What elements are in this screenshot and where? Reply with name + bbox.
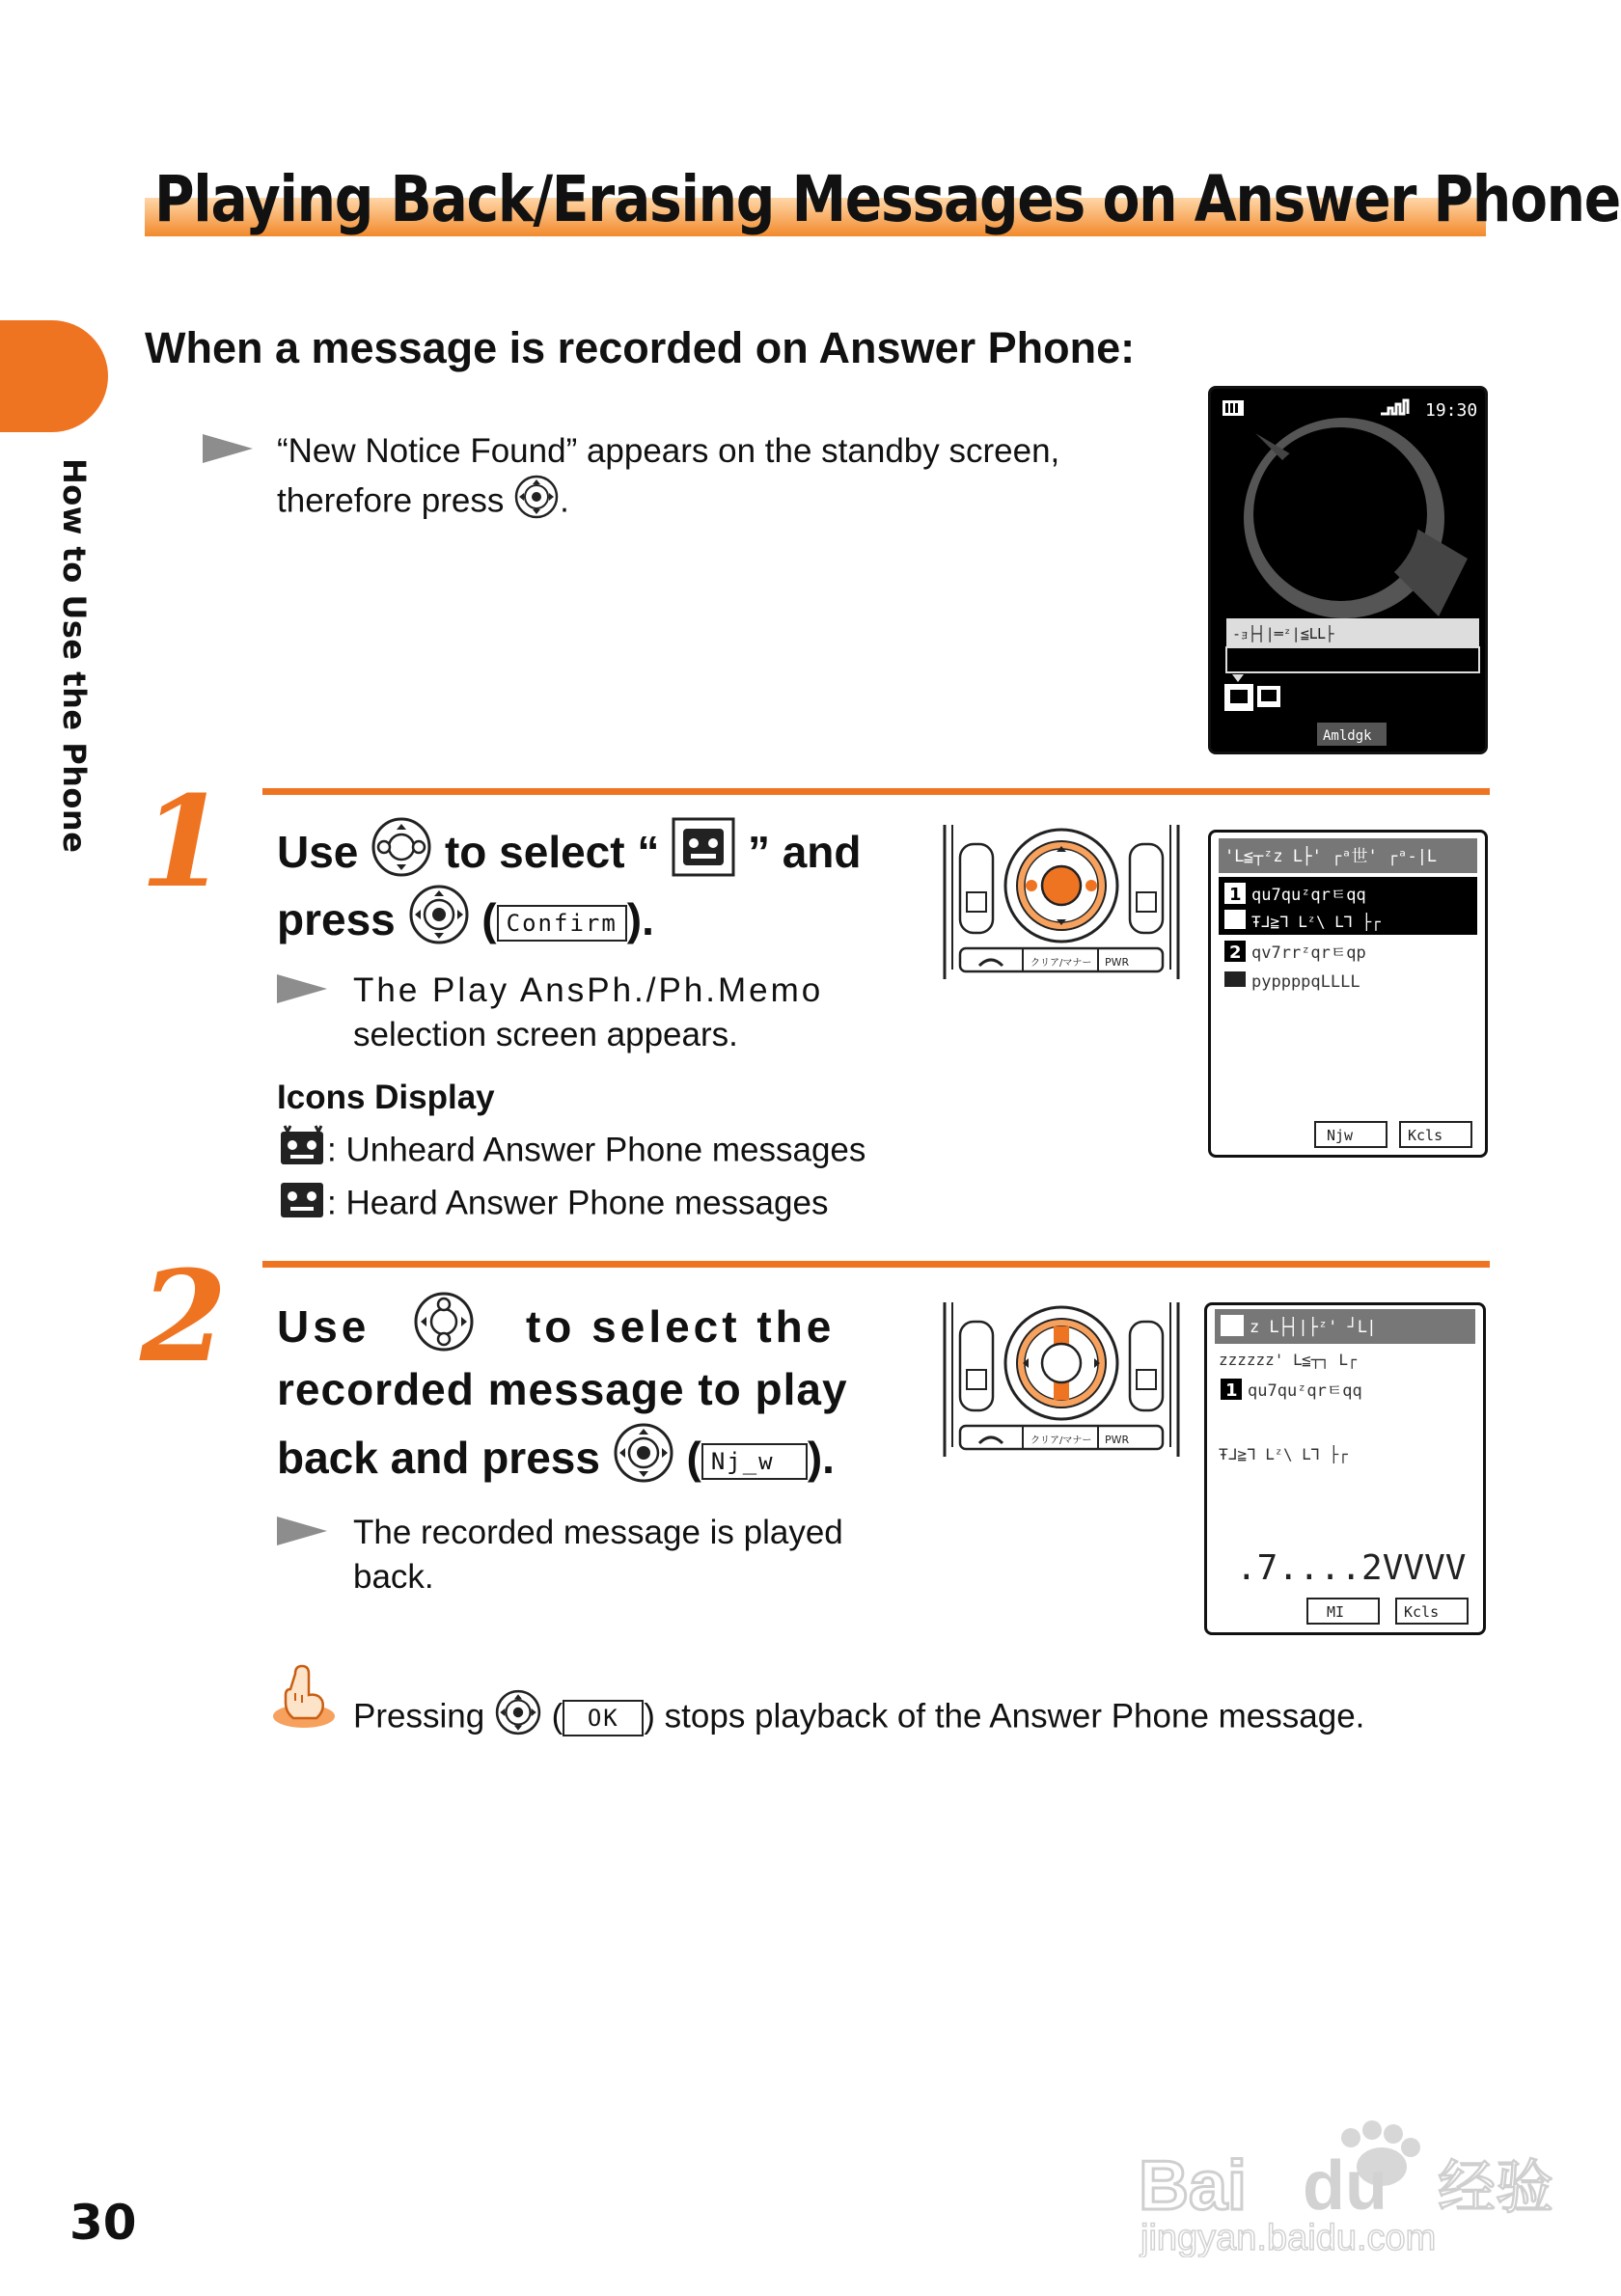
step-divider xyxy=(262,788,1490,795)
step1-and: ” and xyxy=(747,827,862,878)
page-title: Playing Back/Erasing Messages on Answer Phone xyxy=(154,162,1621,236)
playback-screen xyxy=(1204,1302,1486,1635)
svg-text:1: 1 xyxy=(1225,1380,1238,1401)
intro-line2-text: therefore press xyxy=(277,481,505,520)
svg-text:1: 1 xyxy=(1229,885,1242,905)
step2-use: Use xyxy=(277,1301,371,1353)
step1-to-select: to select “ xyxy=(444,827,660,878)
ok-softkey: OK xyxy=(563,1700,644,1736)
playback-line1: zzzzzz' ᒪ≦┬┐ ᒪ┌ xyxy=(1219,1351,1358,1369)
arrow-marker-icon xyxy=(203,434,253,463)
step-number: 1 xyxy=(140,768,228,916)
step-divider xyxy=(262,1261,1490,1268)
step2-result-line2: back. xyxy=(353,1558,434,1596)
arrow-marker-icon xyxy=(277,1517,327,1545)
arrow-marker-icon xyxy=(277,974,327,1003)
watermark-brand2: du xyxy=(1303,2147,1387,2225)
note-row: Pressing ( OK ) stops playback of the Answer Phone message. xyxy=(353,1688,1364,1748)
keypad-illustration xyxy=(941,825,1182,979)
step2-result-line1: The recorded message is played xyxy=(353,1514,843,1551)
center-key-icon xyxy=(513,474,560,532)
play-softkey: Nj_w xyxy=(701,1443,808,1480)
intro-line2-end: . xyxy=(560,481,569,520)
note-rest: ) stops playback of the Answer Phone message. xyxy=(644,1697,1365,1736)
icon-unheard-row xyxy=(277,1124,865,1180)
keypad-illustration xyxy=(941,1302,1182,1457)
playback-soft-right: Kcls xyxy=(1404,1603,1440,1621)
step1-result-line1: The Play AnsPh./Ph.Memo xyxy=(353,971,824,1009)
center-key-icon xyxy=(494,1688,542,1748)
intro-line1: “New Notice Found” appears on the standby screen, xyxy=(277,432,1060,470)
playback-header: z ᒪ├┤|├ᶻ' ┘ᒪ| xyxy=(1250,1318,1377,1337)
heard-message-icon xyxy=(277,1177,327,1233)
step2-to-select: to select the xyxy=(525,1301,836,1353)
notice-bar-text: -ｮ├┤|═ᶻ|≦ᒪᒪ├ xyxy=(1232,625,1334,642)
chapter-label: How to Use the Phone xyxy=(56,458,93,854)
selection-soft-left: Njw xyxy=(1327,1127,1354,1144)
selection-row1b: Ŧᒧ≧ᒣ ᒪᶻ\ ᒪᒣ ├┌ xyxy=(1251,913,1381,931)
selection-soft-right: Kcls xyxy=(1408,1127,1443,1144)
selection-row1: qu7quᶻqrㅌqq xyxy=(1251,886,1366,905)
note-pressing: Pressing xyxy=(353,1697,485,1736)
icons-heading: Icons Display xyxy=(277,1079,495,1116)
standby-time: 19:30 xyxy=(1425,400,1478,421)
keypad-clear-label: クリア/マナー xyxy=(1030,1435,1092,1446)
icon-heard-text: : Heard Answer Phone messages xyxy=(327,1184,829,1222)
standby-screen-graphic xyxy=(1217,395,1481,748)
svg-text:2: 2 xyxy=(1229,943,1242,963)
section-heading: When a message is recorded on Answer Phone: xyxy=(145,323,1136,372)
step1-result-line2: selection screen appears. xyxy=(353,1016,738,1053)
step1-use: Use xyxy=(277,827,359,878)
answer-phone-icon xyxy=(672,817,735,894)
watermark-cn: 经验 xyxy=(1438,2154,1553,2222)
playback-soft-left: MI xyxy=(1327,1603,1345,1621)
selection-header: 'ᒪ≦┬ᶻz ᒪ├' ┌ᵃ世' ┌ᵃ-|ᒪ xyxy=(1224,847,1437,866)
center-key-icon xyxy=(613,1422,674,1501)
playback-counter: .7....2VVVV xyxy=(1236,1548,1467,1588)
chapter-tab xyxy=(0,320,108,432)
confirm-softkey: Confirm xyxy=(497,905,627,942)
step2-line3: back and press ( Nj_w ). xyxy=(277,1422,835,1501)
icon-unheard-text: : Unheard Answer Phone messages xyxy=(327,1131,866,1169)
watermark-brand: Bai xyxy=(1139,2147,1248,2225)
icon-heard-row xyxy=(277,1177,828,1233)
standby-screen xyxy=(1208,386,1488,754)
page-number: 30 xyxy=(69,2195,137,2251)
standby-softkey: Amldgk xyxy=(1323,728,1372,744)
watermark-url: jingyan.baidu.com xyxy=(1140,2218,1437,2257)
baidu-watermark xyxy=(1129,2113,1582,2257)
keypad-power-label: PWR xyxy=(1105,1434,1130,1446)
keypad-clear-label: クリア/マナー xyxy=(1030,958,1092,969)
selection-row3: pyppppqLLLL xyxy=(1251,972,1360,992)
playback-line2: qu7quᶻqrㅌqq xyxy=(1248,1381,1362,1401)
selection-screen xyxy=(1208,830,1488,1158)
step2-back-press: back and press xyxy=(277,1433,600,1484)
step-number: 2 xyxy=(140,1243,228,1390)
center-key-icon xyxy=(408,884,470,963)
step1-press: press xyxy=(277,894,396,945)
hand-pointer-icon xyxy=(270,1664,338,1736)
unheard-message-icon xyxy=(277,1124,327,1180)
keypad-power-label: PWR xyxy=(1105,956,1130,969)
step1-line2: press ( Confirm ). xyxy=(277,884,654,963)
playback-line3: Ŧᒧ≧ᒣ ᒪᶻ\ ᒪᒣ ├┌ xyxy=(1219,1445,1348,1463)
intro-line2 xyxy=(277,474,569,532)
selection-row2: qv7rrᶻqrㅌqp xyxy=(1251,943,1366,963)
step2-line2: recorded message to play xyxy=(277,1364,848,1414)
